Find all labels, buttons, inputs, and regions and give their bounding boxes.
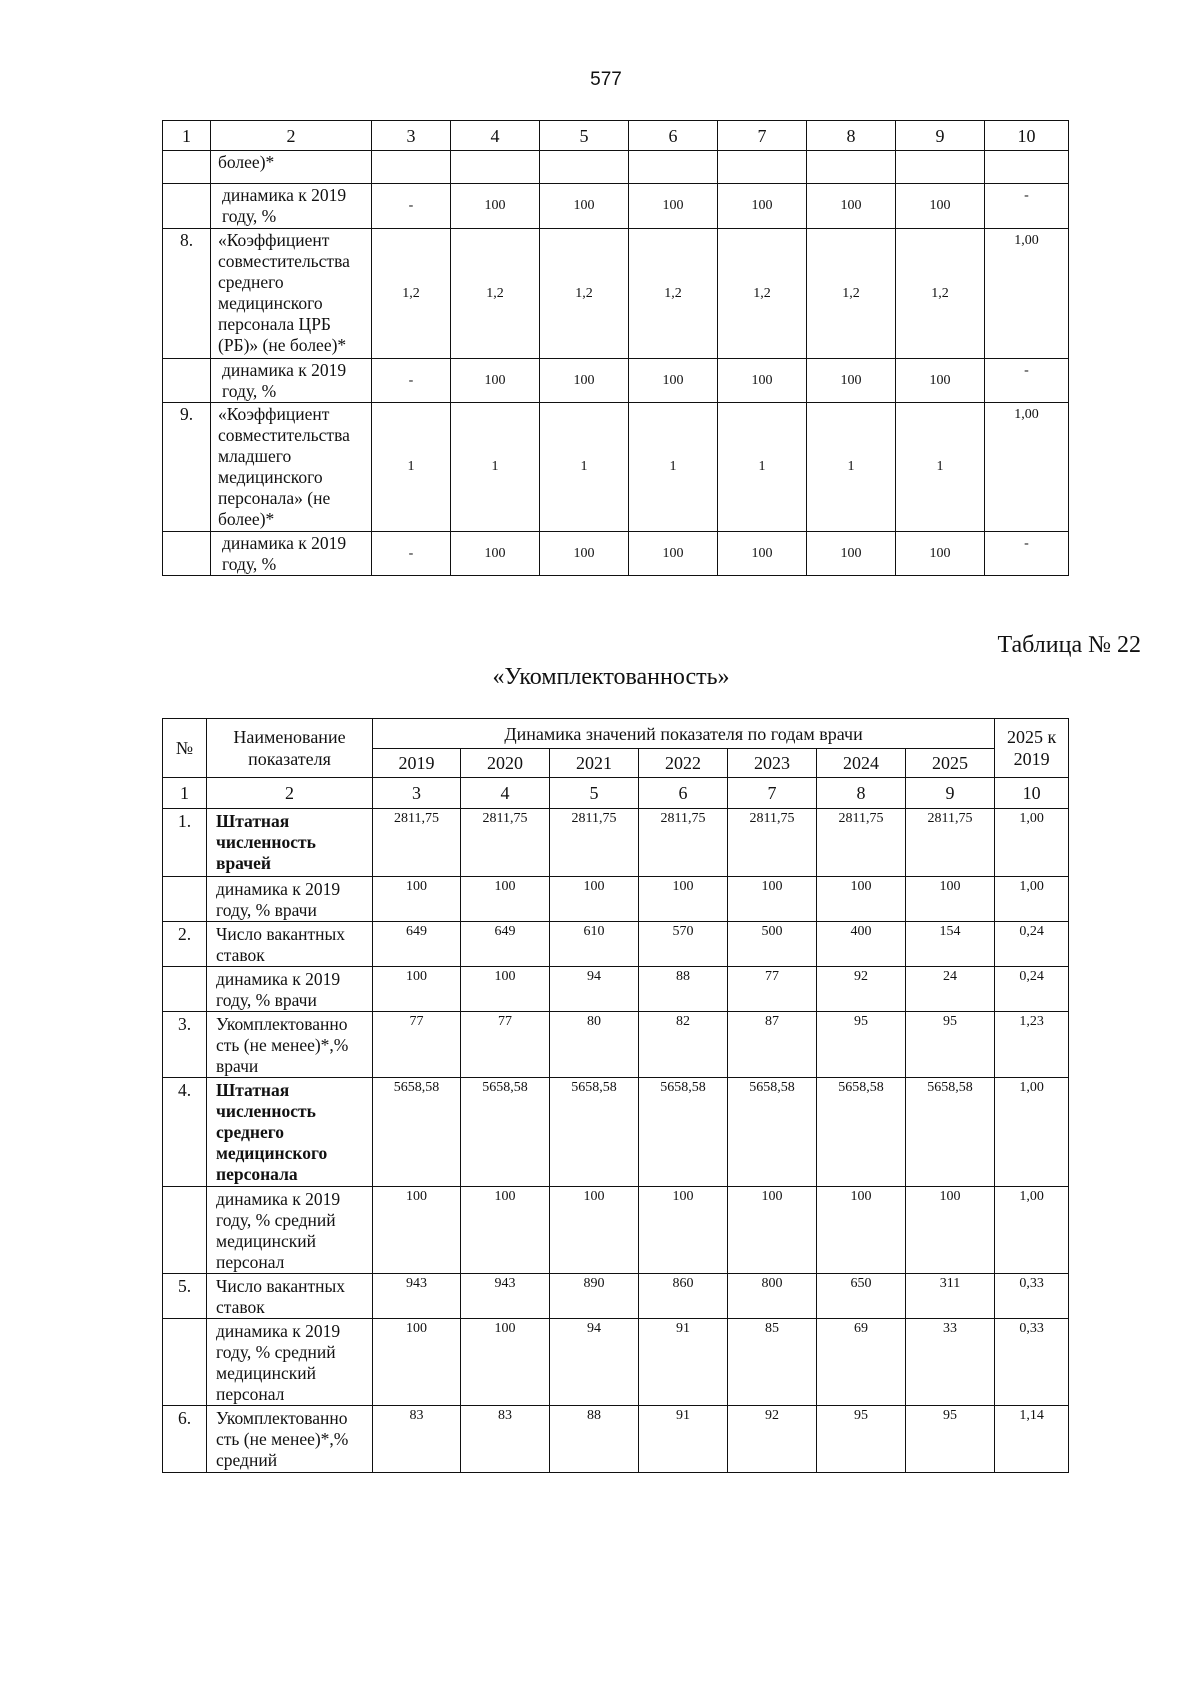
row-number: 8. (163, 229, 211, 359)
ratio-value: - (985, 359, 1069, 403)
year-value: 100 (451, 359, 540, 403)
table-row (163, 877, 1069, 922)
year-value: 77 (461, 1012, 550, 1078)
ratio-value: 1,00 (985, 229, 1069, 359)
ratio-value: 1,00 (995, 877, 1069, 922)
row-number (163, 151, 211, 184)
year-value (540, 151, 629, 184)
row-number (163, 1319, 207, 1406)
indicator-name: Число вакантных ставок (207, 1274, 373, 1319)
indicator-name: динамика к 2019 году, % средний медицинский персонал (207, 1187, 373, 1274)
year-value: 100 (906, 877, 995, 922)
table-row (163, 229, 1069, 359)
row-number: 4. (163, 1078, 207, 1187)
column-number: 10 (995, 778, 1069, 809)
table-row (163, 809, 1069, 877)
header-ratio: 2025 к 2019 (995, 719, 1069, 778)
ratio-value (985, 151, 1069, 184)
column-number-row (163, 121, 1069, 151)
row-number: 9. (163, 403, 211, 532)
column-number: 5 (540, 121, 629, 151)
ratio-value: 1,23 (995, 1012, 1069, 1078)
year-value: 24 (906, 967, 995, 1012)
year-value: 5658,58 (550, 1078, 639, 1187)
year-value: 1 (451, 403, 540, 532)
page-number: 577 (590, 69, 622, 90)
year-value: 100 (639, 1187, 728, 1274)
header-dynamics-group: Динамика значений показателя по годам врачи (373, 719, 995, 749)
table-row (163, 403, 1069, 532)
year-value: 2811,75 (461, 809, 550, 877)
row-number (163, 184, 211, 229)
indicator-name: Штатная численность врачей (207, 809, 373, 877)
year-value: 1 (718, 403, 807, 532)
row-number: 6. (163, 1406, 207, 1473)
year-value: 100 (373, 877, 461, 922)
column-number: 7 (728, 778, 817, 809)
header-year: 2024 (817, 749, 906, 778)
year-value (718, 151, 807, 184)
indicator-name: Число вакантных ставок (207, 922, 373, 967)
year-value: - (372, 532, 451, 576)
year-value: 100 (373, 1319, 461, 1406)
year-value: 100 (807, 532, 896, 576)
year-value: 5658,58 (906, 1078, 995, 1187)
year-value: 95 (906, 1012, 995, 1078)
indicator-name: динамика к 2019 году, % (211, 184, 372, 229)
table-title: «Укомплектованность» (492, 664, 730, 690)
table-row (163, 151, 1069, 184)
year-value: 100 (629, 359, 718, 403)
year-value: 94 (550, 967, 639, 1012)
year-value: 943 (461, 1274, 550, 1319)
year-value: 91 (639, 1406, 728, 1473)
year-value: 95 (817, 1406, 906, 1473)
header-year: 2020 (461, 749, 550, 778)
year-value: 1,2 (807, 229, 896, 359)
year-value: 1,2 (451, 229, 540, 359)
indicator-name: более)* (211, 151, 372, 184)
year-value: 2811,75 (639, 809, 728, 877)
table-row (163, 922, 1069, 967)
column-number: 3 (372, 121, 451, 151)
ratio-value: 0,33 (995, 1319, 1069, 1406)
ratio-value: 0,33 (995, 1274, 1069, 1319)
year-value: 1,2 (372, 229, 451, 359)
header-year: 2023 (728, 749, 817, 778)
year-value (629, 151, 718, 184)
year-value: 100 (629, 532, 718, 576)
year-value: 1,2 (896, 229, 985, 359)
ratio-value: 1,14 (995, 1406, 1069, 1473)
column-number: 4 (451, 121, 540, 151)
year-value: 2811,75 (728, 809, 817, 877)
year-value: 91 (639, 1319, 728, 1406)
indicator-name: динамика к 2019 году, % врачи (207, 877, 373, 922)
year-value: 100 (461, 967, 550, 1012)
year-value: 100 (461, 1187, 550, 1274)
year-value: 100 (451, 532, 540, 576)
column-number: 2 (207, 778, 373, 809)
year-value: 100 (896, 359, 985, 403)
year-value: 100 (639, 877, 728, 922)
year-value: 100 (550, 877, 639, 922)
row-number (163, 532, 211, 576)
column-number: 2 (211, 121, 372, 151)
year-value: 100 (896, 532, 985, 576)
indicator-name: Штатная численность среднего медицинского персонала (207, 1078, 373, 1187)
year-value: 100 (718, 532, 807, 576)
column-number: 1 (163, 778, 207, 809)
year-value: 95 (817, 1012, 906, 1078)
year-value: 83 (373, 1406, 461, 1473)
indicator-name: динамика к 2019 году, % средний медицинский персонал (207, 1319, 373, 1406)
indicator-name: «Коэффициент совместительства младшего медицинского персонала» (не более)* (211, 403, 372, 532)
year-value: 82 (639, 1012, 728, 1078)
table-row (163, 1078, 1069, 1187)
year-value: 85 (728, 1319, 817, 1406)
ratio-value: - (985, 184, 1069, 229)
year-value: 87 (728, 1012, 817, 1078)
year-value (372, 151, 451, 184)
year-value: 890 (550, 1274, 639, 1319)
year-value: 1 (807, 403, 896, 532)
year-value: 650 (817, 1274, 906, 1319)
year-value: 88 (550, 1406, 639, 1473)
year-value: 1 (629, 403, 718, 532)
year-value: 154 (906, 922, 995, 967)
table-caption: Таблица № 22 (997, 632, 1141, 658)
header-row (163, 719, 1069, 749)
year-value: 100 (461, 877, 550, 922)
header-year: 2022 (639, 749, 728, 778)
year-value: 100 (906, 1187, 995, 1274)
year-value: 100 (540, 359, 629, 403)
year-value: 100 (629, 184, 718, 229)
year-value: 100 (451, 184, 540, 229)
year-value: 80 (550, 1012, 639, 1078)
column-number: 1 (163, 121, 211, 151)
year-value: 33 (906, 1319, 995, 1406)
header-year: 2019 (373, 749, 461, 778)
year-value: 2811,75 (817, 809, 906, 877)
year-value: 5658,58 (639, 1078, 728, 1187)
year-value: 100 (540, 184, 629, 229)
column-number: 6 (639, 778, 728, 809)
year-value: 100 (718, 184, 807, 229)
year-value: 649 (461, 922, 550, 967)
year-value (807, 151, 896, 184)
table-row (163, 359, 1069, 403)
year-value: 5658,58 (373, 1078, 461, 1187)
row-number (163, 359, 211, 403)
year-value: 95 (906, 1406, 995, 1473)
year-value: 100 (373, 1187, 461, 1274)
year-value: 2811,75 (373, 809, 461, 877)
year-value: 100 (461, 1319, 550, 1406)
year-value: 5658,58 (461, 1078, 550, 1187)
year-value: 100 (817, 1187, 906, 1274)
year-value: 943 (373, 1274, 461, 1319)
year-value: 610 (550, 922, 639, 967)
year-value: 311 (906, 1274, 995, 1319)
year-value: 100 (540, 532, 629, 576)
column-number: 9 (896, 121, 985, 151)
year-value: 5658,58 (817, 1078, 906, 1187)
header-indicator-name: Наименование показателя (207, 719, 373, 778)
year-value: 100 (896, 184, 985, 229)
ratio-value: - (985, 532, 1069, 576)
table-row (163, 184, 1069, 229)
ratio-value: 1,00 (995, 1187, 1069, 1274)
indicator-name: Укомплектованно сть (не менее)*,% врачи (207, 1012, 373, 1078)
table-row (163, 1012, 1069, 1078)
table-row (163, 1406, 1069, 1473)
year-value: 1,2 (718, 229, 807, 359)
column-number: 10 (985, 121, 1069, 151)
indicator-name: Укомплектованно сть (не менее)*,% средний (207, 1406, 373, 1473)
year-value: 500 (728, 922, 817, 967)
year-value: - (372, 359, 451, 403)
table-row (163, 1187, 1069, 1274)
year-value: 800 (728, 1274, 817, 1319)
column-number: 7 (718, 121, 807, 151)
year-value: 92 (817, 967, 906, 1012)
column-number: 9 (906, 778, 995, 809)
year-value: 2811,75 (906, 809, 995, 877)
column-number: 4 (461, 778, 550, 809)
column-number: 8 (807, 121, 896, 151)
indicator-name: динамика к 2019 году, % (211, 532, 372, 576)
row-number: 2. (163, 922, 207, 967)
ratio-value: 1,00 (995, 1078, 1069, 1187)
year-value: 88 (639, 967, 728, 1012)
year-value: 2811,75 (550, 809, 639, 877)
year-value: 77 (373, 1012, 461, 1078)
indicator-name: динамика к 2019 году, % врачи (207, 967, 373, 1012)
year-value: 1,2 (629, 229, 718, 359)
table-row (163, 1319, 1069, 1406)
row-number (163, 877, 207, 922)
column-number-row (163, 778, 1069, 809)
row-number (163, 1187, 207, 1274)
header-year: 2025 (906, 749, 995, 778)
year-value: 100 (718, 359, 807, 403)
indicator-name: «Коэффициент совместительства среднего медицинского персонала ЦРБ (РБ)» (не более)* (211, 229, 372, 359)
year-value: 83 (461, 1406, 550, 1473)
year-value (896, 151, 985, 184)
year-value: 5658,58 (728, 1078, 817, 1187)
indicators-table-continued (162, 120, 1069, 576)
year-value: 77 (728, 967, 817, 1012)
year-value: 69 (817, 1319, 906, 1406)
column-number: 5 (550, 778, 639, 809)
year-value: 100 (728, 877, 817, 922)
ratio-value: 0,24 (995, 967, 1069, 1012)
year-value: 100 (807, 184, 896, 229)
column-number: 6 (629, 121, 718, 151)
year-value: 1 (372, 403, 451, 532)
year-value: 1,2 (540, 229, 629, 359)
column-number: 8 (817, 778, 906, 809)
year-value: 570 (639, 922, 728, 967)
table-row (163, 967, 1069, 1012)
year-value: 100 (373, 967, 461, 1012)
year-value: 860 (639, 1274, 728, 1319)
row-number: 3. (163, 1012, 207, 1078)
row-number: 1. (163, 809, 207, 877)
column-number: 3 (373, 778, 461, 809)
header-year: 2021 (550, 749, 639, 778)
year-value: 100 (728, 1187, 817, 1274)
year-value: 94 (550, 1319, 639, 1406)
indicator-name: динамика к 2019 году, % (211, 359, 372, 403)
ratio-value: 0,24 (995, 922, 1069, 967)
year-value: 100 (817, 877, 906, 922)
table-row (163, 532, 1069, 576)
row-number (163, 967, 207, 1012)
year-value: 100 (807, 359, 896, 403)
year-value: 649 (373, 922, 461, 967)
table-row (163, 1274, 1069, 1319)
staffing-table (162, 718, 1069, 1473)
year-value: 400 (817, 922, 906, 967)
row-number: 5. (163, 1274, 207, 1319)
header-number: № (163, 719, 207, 778)
year-value: - (372, 184, 451, 229)
year-value (451, 151, 540, 184)
ratio-value: 1,00 (985, 403, 1069, 532)
year-value: 92 (728, 1406, 817, 1473)
year-value: 100 (550, 1187, 639, 1274)
ratio-value: 1,00 (995, 809, 1069, 877)
year-value: 1 (896, 403, 985, 532)
year-value: 1 (540, 403, 629, 532)
